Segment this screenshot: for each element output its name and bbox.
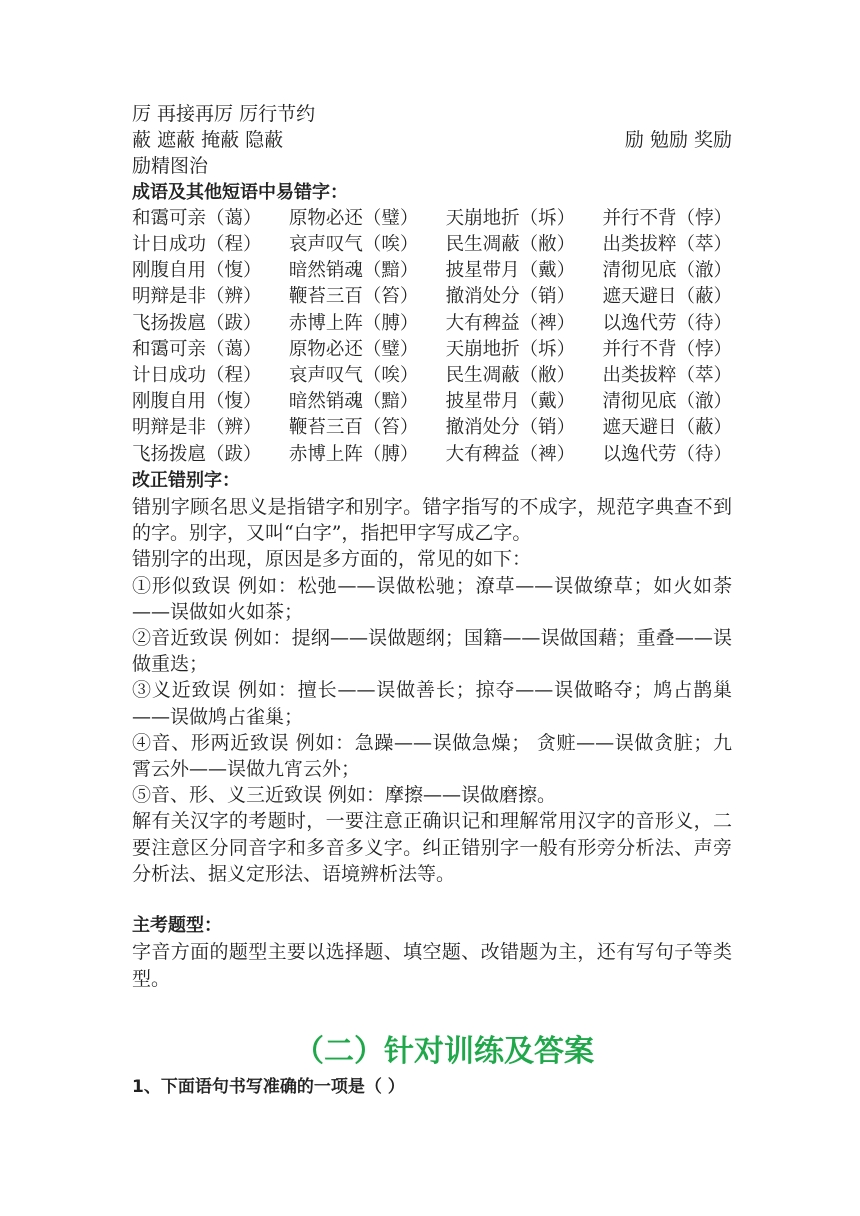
idiom-cell: 和霭可亲（蔼） xyxy=(132,338,262,360)
idiom-cell: 撤消处分（销） xyxy=(445,286,576,308)
idiom-cell: 暗然销魂（黯） xyxy=(288,260,419,282)
intro-line-2-left: 蔽 遮蔽 掩蔽 隐蔽 xyxy=(132,129,284,152)
idiom-cell: 鞭苔三百（笞） xyxy=(288,286,419,308)
question-1: 1、下面语句书写准确的一项是（ ） xyxy=(132,1076,405,1097)
idiom-cell: 刚腹自用（愎） xyxy=(132,260,262,282)
idiom-cell: 出类拔粹（萃） xyxy=(602,365,732,387)
correction-para-1: 错别字顾名思义是指错字和别字。错字指写的不成字，规范字典查不到的字。别字，又叫“白字”，指把甲字写成乙字。 xyxy=(132,496,732,545)
idiom-cell: 飞扬拨扈（跋） xyxy=(132,443,262,465)
correction-item-1: ①形似致误 例如：松弛——误做松驰；潦草——误做缭草；如火如荼——误做如火如茶； xyxy=(132,574,732,623)
intro-line-2-right: 励 勉励 奖励 xyxy=(624,129,732,152)
spacer xyxy=(132,887,732,913)
idiom-row xyxy=(132,415,732,441)
intro-line-2 xyxy=(132,127,732,153)
idiom-cell: 鞭苔三百（笞） xyxy=(288,417,419,439)
idioms-heading: 成语及其他短语中易错字： xyxy=(132,181,348,203)
idiom-cell: 哀声叹气（唉） xyxy=(288,234,419,256)
idiom-row xyxy=(132,232,732,258)
correction-item-5: ⑤音、形、义三近致误 例如：摩擦——误做磨擦。 xyxy=(132,784,557,807)
intro-line-3: 励精图治 xyxy=(132,155,209,178)
idiom-cell: 大有稗益（裨） xyxy=(445,312,576,334)
idiom-row xyxy=(132,311,732,337)
idiom-cell: 原物必还（璧） xyxy=(288,338,419,360)
idiom-cell: 明辩是非（辨） xyxy=(132,286,262,308)
idiom-cell: 并行不背（悖） xyxy=(602,207,732,229)
idiom-cell: 民生凋蔽（敝） xyxy=(445,365,576,387)
idiom-row xyxy=(132,337,732,363)
idiom-cell: 明辩是非（辨） xyxy=(132,417,262,439)
idiom-cell: 赤博上阵（膊） xyxy=(288,312,419,334)
correction-para-2: 错别字的出现，原因是多方面的，常见的如下： xyxy=(132,548,532,571)
correction-item-2: ②音近致误 例如：提纲——误做题纲；国籍——误做国藉；重叠——误做重迭； xyxy=(132,627,732,676)
idiom-row xyxy=(132,389,732,415)
idiom-cell: 撤消处分（销） xyxy=(445,417,576,439)
idiom-cell: 天崩地折（坼） xyxy=(445,207,576,229)
idiom-cell: 遮天避日（蔽） xyxy=(602,286,732,308)
idiom-cell: 飞扬拨扈（跋） xyxy=(132,312,262,334)
idiom-row xyxy=(132,258,732,284)
document-body xyxy=(132,101,732,1100)
idiom-cell: 并行不背（悖） xyxy=(602,338,732,360)
idiom-cell: 计日成功（程） xyxy=(132,234,262,256)
idiom-table xyxy=(132,206,732,468)
idiom-cell: 刚腹自用（愎） xyxy=(132,391,262,413)
idiom-cell: 以逸代劳（待） xyxy=(602,312,732,334)
correction-heading: 改正错别字： xyxy=(132,469,240,491)
idiom-cell: 民生凋蔽（敝） xyxy=(445,234,576,256)
idiom-cell: 和霭可亲（蔼） xyxy=(132,207,262,229)
idiom-cell: 计日成功（程） xyxy=(132,365,262,387)
correction-item-4: ④音、形两近致误 例如：急躁——误做急燥； 贪赃——误做贪脏；九霄云外——误做九宵云外； xyxy=(132,731,732,781)
idiom-cell: 哀声叹气（唉） xyxy=(288,365,419,387)
section-title: （二）针对训练及答案 xyxy=(294,1033,594,1069)
idiom-cell: 以逸代劳（待） xyxy=(602,443,732,465)
exam-heading: 主考题型： xyxy=(132,915,222,937)
idiom-cell: 清彻见底（澈） xyxy=(602,260,732,282)
exam-text: 字音方面的题型主要以选择题、填空题、改错题为主，还有写句子等类型。 xyxy=(132,941,732,990)
idiom-cell: 暗然销魂（黯） xyxy=(288,391,419,413)
idiom-row xyxy=(132,206,732,232)
idiom-cell: 出类拔粹（萃） xyxy=(602,234,732,256)
idiom-cell: 赤博上阵（膊） xyxy=(288,443,419,465)
idiom-cell: 披星带月（戴） xyxy=(445,391,576,413)
idiom-row xyxy=(132,284,732,310)
idiom-cell: 原物必还（璧） xyxy=(288,207,419,229)
idiom-cell: 清彻见底（澈） xyxy=(602,391,732,413)
idiom-row xyxy=(132,363,732,389)
correction-para-3: 解有关汉字的考题时，一要注意正确识记和理解常用汉字的音形义，二要注意区分同音字和多音多义字。纠正错别字一般有形旁分析法、声旁分析法、据义定形法、语境辨析法等。 xyxy=(132,810,732,885)
idiom-cell: 披星带月（戴） xyxy=(445,260,576,282)
idiom-cell: 大有稗益（裨） xyxy=(445,443,576,465)
correction-item-3: ③义近致误 例如：擅长——误做善长；掠夺——误做略夺；鸠占鹊巢——误做鸠占雀巢； xyxy=(132,679,732,728)
intro-line-1: 厉 再接再厉 厉行节约 xyxy=(132,103,316,125)
idiom-cell: 天崩地折（坼） xyxy=(445,338,576,360)
idiom-cell: 遮天避日（蔽） xyxy=(602,417,732,439)
idiom-row xyxy=(132,442,732,468)
